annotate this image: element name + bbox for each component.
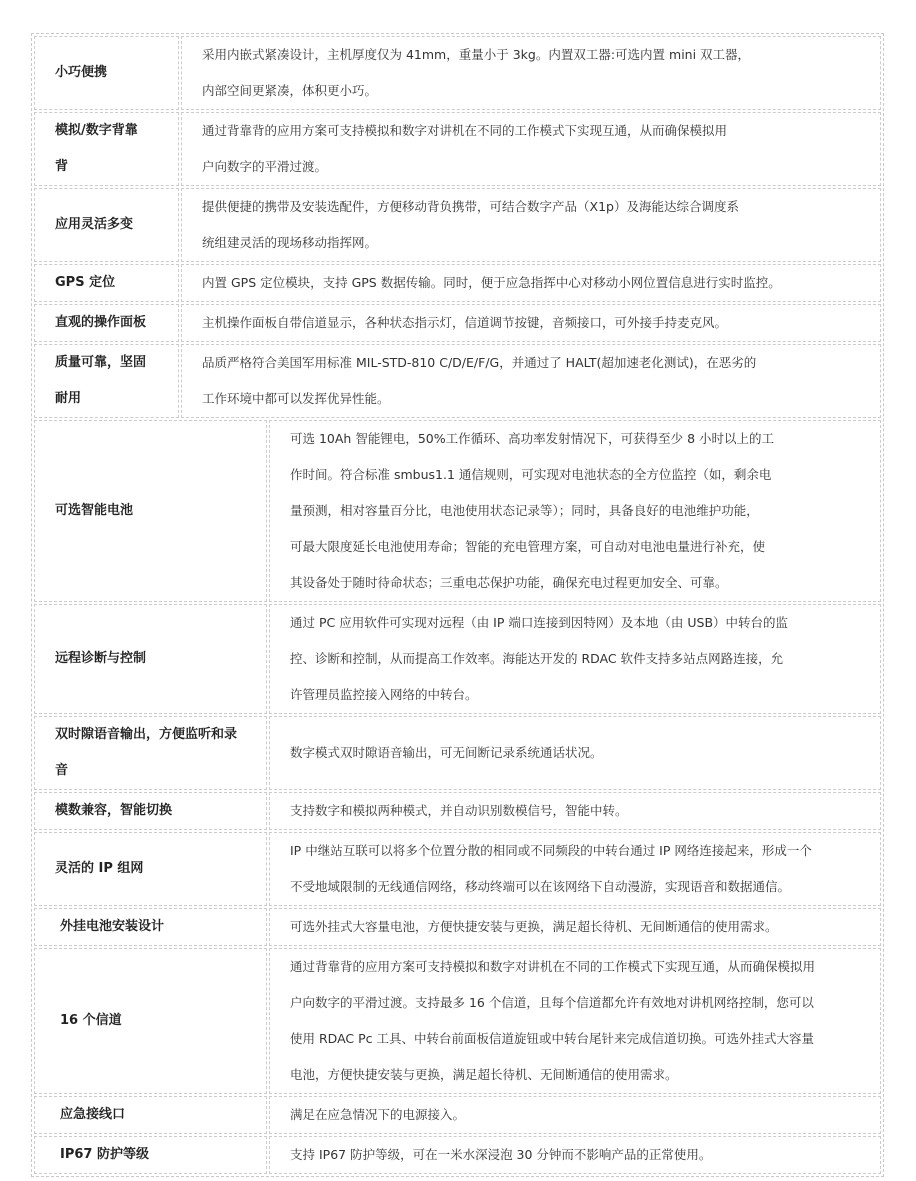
feature-description: 数字模式双时隙语音输出，可无间断记录系统通话状况。 bbox=[269, 716, 881, 790]
feature-description: 支持数字和模拟两种模式，并自动识别数模信号，智能中转。 bbox=[269, 792, 881, 830]
feature-label: 双时隙语音输出，方便监听和录 音 bbox=[34, 716, 267, 790]
table-row bbox=[34, 716, 881, 790]
feature-label: 灵活的 IP 组网 bbox=[34, 832, 267, 906]
feature-description: 通过背靠背的应用方案可支持模拟和数字对讲机在不同的工作模式下实现互通，从而确保模拟用 户向数字的平滑过渡。 bbox=[181, 112, 881, 186]
feature-description: 支持 IP67 防护等级，可在一米水深浸泡 30 分钟而不影响产品的正常使用。 bbox=[269, 1136, 881, 1174]
feature-description: 满足在应急情况下的电源接入。 bbox=[269, 1096, 881, 1134]
feature-label: IP67 防护等级 bbox=[34, 1136, 267, 1174]
table-row bbox=[34, 420, 881, 602]
feature-description: 可选外挂式大容量电池，方便快捷安装与更换，满足超长待机、无间断通信的使用需求。 bbox=[269, 908, 881, 946]
feature-label: 16 个信道 bbox=[34, 948, 267, 1094]
feature-table bbox=[31, 33, 884, 1177]
feature-label: 直观的操作面板 bbox=[34, 304, 179, 342]
feature-description: IP 中继站互联可以将多个位置分散的相同或不同频段的中转台通过 IP 网络连接起来，形成一个 不受地域限制的无线通信网络，移动终端可以在该网络下自动漫游，实现语音和数据通信。 bbox=[269, 832, 881, 906]
feature-description: 通过 PC 应用软件可实现对远程（由 IP 端口连接到因特网）及本地（由 USB）中转台的监 控、诊断和控制，从而提高工作效率。海能达开发的 RDAC 软件支持多站点网路连接，允 许管理员监控接入网络的中转台。 bbox=[269, 604, 881, 714]
feature-label: 模数兼容，智能切换 bbox=[34, 792, 267, 830]
table-row bbox=[34, 1136, 881, 1174]
table-row bbox=[34, 948, 881, 1094]
feature-label: 远程诊断与控制 bbox=[34, 604, 267, 714]
table-row bbox=[34, 304, 881, 342]
feature-label: 小巧便携 bbox=[34, 36, 179, 110]
table-row bbox=[34, 604, 881, 714]
table-row bbox=[34, 112, 881, 186]
feature-label: GPS 定位 bbox=[34, 264, 179, 302]
feature-label: 可选智能电池 bbox=[34, 420, 267, 602]
feature-description: 采用内嵌式紧凑设计，主机厚度仅为 41mm，重量小于 3kg。内置双工器:可选内置 mini 双工器， 内部空间更紧凑，体积更小巧。 bbox=[181, 36, 881, 110]
table-row bbox=[34, 188, 881, 262]
table-row bbox=[34, 832, 881, 906]
table-row bbox=[34, 36, 881, 110]
feature-label: 应用灵活多变 bbox=[34, 188, 179, 262]
feature-description: 提供便捷的携带及安装选配件，方便移动背负携带，可结合数字产品（X1p）及海能达综合调度系 统组建灵活的现场移动指挥网。 bbox=[181, 188, 881, 262]
table-row bbox=[34, 908, 881, 946]
feature-label: 质量可靠，坚固 耐用 bbox=[34, 344, 179, 418]
feature-description: 内置 GPS 定位模块，支持 GPS 数据传输。同时，便于应急指挥中心对移动小网位置信息进行实时监控。 bbox=[181, 264, 881, 302]
feature-label: 模拟/数字背靠 背 bbox=[34, 112, 179, 186]
feature-label: 应急接线口 bbox=[34, 1096, 267, 1134]
feature-description: 通过背靠背的应用方案可支持模拟和数字对讲机在不同的工作模式下实现互通，从而确保模拟用 户向数字的平滑过渡。支持最多 16 个信道，且每个信道都允许有效地对讲机网络控制，您可以 使用 RDAC Pc 工具、中转台前面板信道旋钮或中转台尾针来完成信道切换。可选外挂式大容量 电池，方便快捷安装与更换，满足超长待机、无间断通信的使用需求。 bbox=[269, 948, 881, 1094]
table-row bbox=[34, 264, 881, 302]
table-row bbox=[34, 792, 881, 830]
feature-description: 可选 10Ah 智能锂电，50%工作循环、高功率发射情况下，可获得至少 8 小时以上的工 作时间。符合标准 smbus1.1 通信规则，可实现对电池状态的全方位监控（如，剩余电 量预测，相对容量百分比，电池使用状态记录等）；同时，具备良好的电池维护功能， 可最大限度延长电池使用寿命；智能的充电管理方案，可自动对电池电量进行补充，使 其设备处于随时待命状态；三重电芯保护功能，确保充电过程更加安全、可靠。 bbox=[269, 420, 881, 602]
feature-description: 主机操作面板自带信道显示，各种状态指示灯，信道调节按键，音频接口，可外接手持麦克风。 bbox=[181, 304, 881, 342]
feature-label: 外挂电池安装设计 bbox=[34, 908, 267, 946]
table-row bbox=[34, 1096, 881, 1134]
table-row bbox=[34, 344, 881, 418]
feature-description: 品质严格符合美国军用标准 MIL-STD-810 C/D/E/F/G，并通过了 HALT(超加速老化测试)，在恶劣的 工作环境中都可以发挥优异性能。 bbox=[181, 344, 881, 418]
